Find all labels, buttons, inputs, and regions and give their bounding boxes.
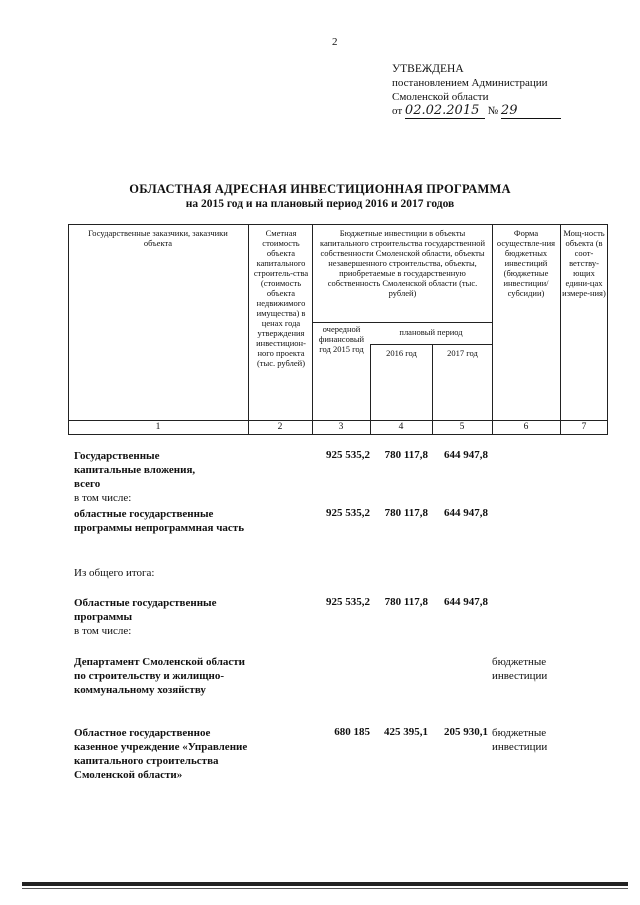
column-number-1: 1 <box>155 422 161 432</box>
page-bottom-rule <box>22 882 628 886</box>
approval-line-2: постановлением Администрации <box>392 77 548 89</box>
row-total-2017: 644 947,8 <box>444 449 488 461</box>
approval-block <box>392 62 561 119</box>
header-year-2017: 2017 год <box>447 348 478 358</box>
row-regional-programs-sub: в том числе: <box>74 625 132 637</box>
row-institution-2016: 425 395,1 <box>384 726 428 738</box>
column-number-2: 2 <box>277 422 283 432</box>
row-of-total-label: Из общего итога: <box>74 567 155 579</box>
row-department-label: Департамент Смоленской области по строительству и жилищно-коммунальному хозяйству <box>74 656 246 696</box>
row-institution-form: бюджетные инвестиции <box>492 727 548 753</box>
approval-line-3: Смоленской области <box>392 91 489 103</box>
header-investment-form: Форма осуществле-ния бюджетных инвестиций (бюджетные инвестиции/ субсидии) <box>496 228 556 298</box>
row-programs-2016: 780 117,8 <box>384 507 428 519</box>
page-number: 2 <box>332 36 338 48</box>
header-customers: Государственные заказчики, заказчики объекта <box>88 228 228 248</box>
row-programs-2015: 925 535,2 <box>326 507 370 519</box>
row-total-sub: в том числе: <box>74 492 132 504</box>
row-regional-programs-label: Областные государственные программы <box>74 597 217 623</box>
header-planning-period: плановый период <box>399 327 463 337</box>
header-year-2015: очередной финансовый год 2015 год <box>318 324 365 354</box>
page-bottom-rule-thin <box>22 888 628 889</box>
row-total-2016: 780 117,8 <box>384 449 428 461</box>
approval-from-prefix: от <box>392 105 403 117</box>
column-number-6: 6 <box>523 422 529 432</box>
row-regional-programs-2016: 780 117,8 <box>384 596 428 608</box>
row-programs-2017: 644 947,8 <box>444 507 488 519</box>
column-number-3: 3 <box>338 422 344 432</box>
row-institution-2017: 205 930,1 <box>444 726 488 738</box>
header-estimated-cost: Сметная стоимость объекта капитального строитель-ства (стоимость объекта недвижимого имущества) в ценах года утверждения инвестицион-ного проекта (тыс. рублей) <box>253 228 309 368</box>
document-title: ОБЛАСТНАЯ АДРЕСНАЯ ИНВЕСТИЦИОННАЯ ПРОГРАММА <box>129 182 511 196</box>
approval-no-prefix: № <box>487 105 499 117</box>
row-department-form: бюджетные инвестиции <box>492 656 548 682</box>
row-total-2015: 925 535,2 <box>326 449 370 461</box>
approval-heading: УТВЕЖДЕНА <box>392 63 464 75</box>
column-number-5: 5 <box>459 422 465 432</box>
header-budget-investments: Бюджетные инвестиции в объекты капитального строительства государственной собственности Смоленской области, объекты незавершенного строительства, объекты, приобретаемые в государственную собственность Смоленской области (тыс. рублей) <box>319 228 486 298</box>
row-total-label: Государственные капитальные вложения, всего <box>74 450 196 490</box>
handwritten-date: 02.02.2015 <box>404 103 480 118</box>
approval-date-line <box>392 104 561 119</box>
header-capacity: Мощ-ность объекта (в соот-ветству-ющих едини-цах измере-ния) <box>562 228 606 298</box>
column-number-7: 7 <box>581 422 587 432</box>
row-institution-label: Областное государственное казенное учреждение «Управление капитального строительства Смоленской области» <box>74 727 248 781</box>
row-institution-2015: 680 185 <box>334 726 370 738</box>
document-subtitle: на 2015 год и на плановый период 2016 и 2017 годов <box>185 198 455 210</box>
column-number-4: 4 <box>398 422 404 432</box>
table-header <box>68 224 608 436</box>
row-regional-programs-2017: 644 947,8 <box>444 596 488 608</box>
row-programs-label: областные государственные программы непрограммная часть <box>74 508 245 534</box>
header-year-2016: 2016 год <box>386 348 417 358</box>
row-regional-programs-2015: 925 535,2 <box>326 596 370 608</box>
handwritten-number: 29 <box>500 103 518 118</box>
